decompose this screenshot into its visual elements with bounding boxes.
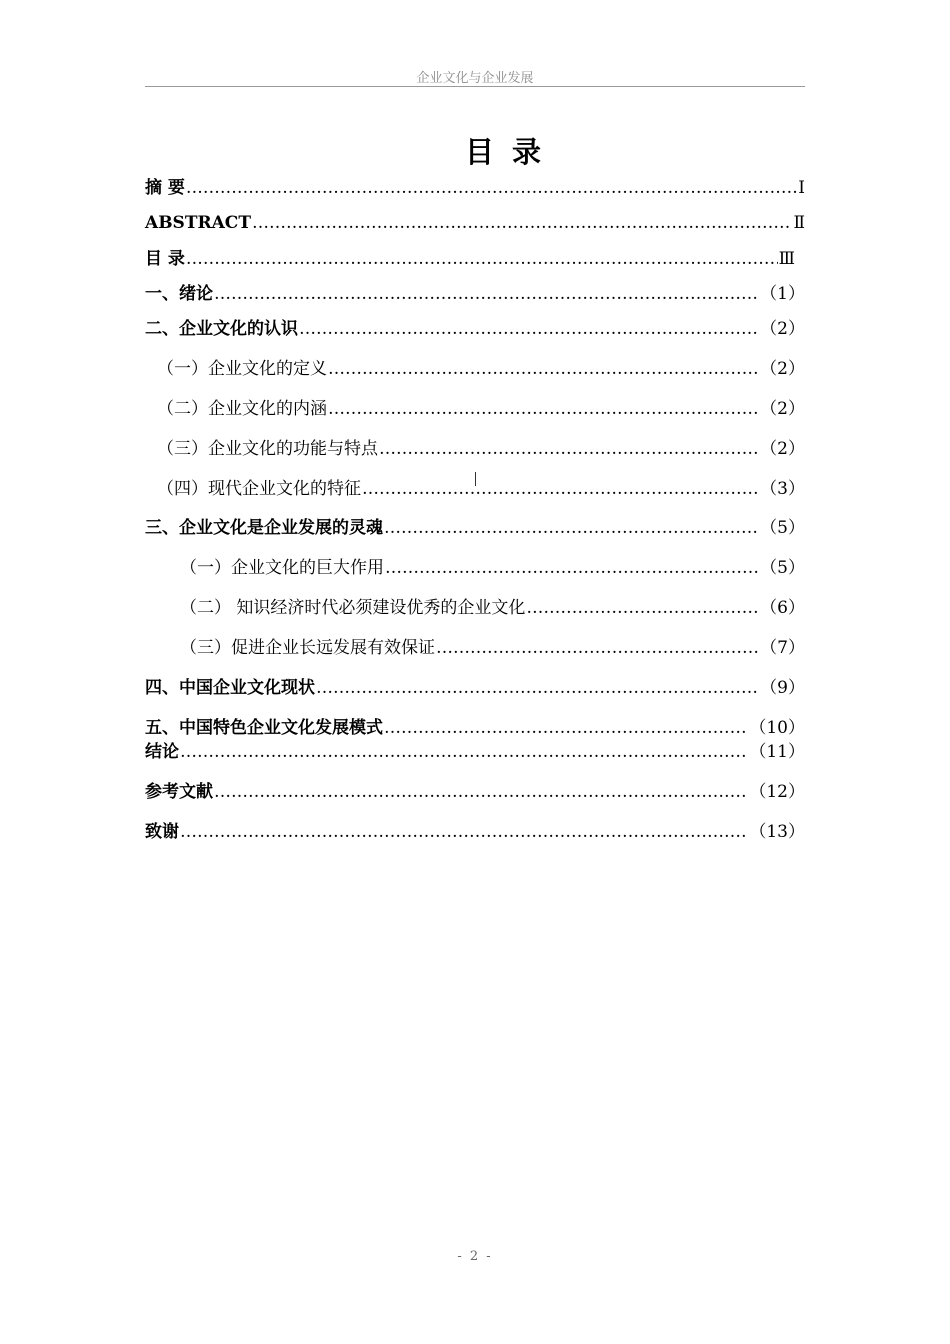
toc-dot-leader — [362, 477, 759, 501]
toc-dot-leader — [328, 357, 759, 381]
toc-entry-label: 摘 要 — [145, 178, 185, 198]
toc-entry-page: （1） — [760, 284, 805, 304]
toc-dot-leader — [316, 676, 759, 700]
toc-entry-label: 二、企业文化的认识 — [145, 319, 298, 339]
toc-dot-leader — [180, 820, 748, 844]
toc-entry-page: （11） — [749, 742, 805, 762]
toc-entry-label: （一）企业文化的巨大作用 — [180, 558, 384, 578]
toc-entry-label: （二） 知识经济时代必须建设优秀的企业文化 — [180, 598, 526, 618]
toc-dot-leader — [526, 596, 759, 620]
toc-dot-leader — [299, 317, 759, 341]
toc-entry[interactable] — [157, 397, 805, 421]
toc-entry[interactable] — [145, 780, 805, 804]
toc-entry-page: （5） — [760, 558, 805, 578]
running-header: 企业文化与企业发展 — [416, 71, 534, 86]
toc-dot-leader — [436, 636, 759, 660]
toc-dot-leader — [385, 556, 759, 580]
toc-entry[interactable] — [157, 437, 805, 461]
toc-dot-leader — [328, 397, 759, 421]
toc-entry-page: （7） — [760, 638, 805, 658]
toc-entry[interactable] — [145, 716, 805, 740]
toc-entry-page: Ⅰ — [798, 178, 805, 198]
header-rule — [145, 86, 805, 87]
toc-title: 目 录 — [464, 135, 546, 169]
toc-entry-label: 结论 — [145, 742, 179, 762]
page-number: - 2 - — [457, 1249, 493, 1264]
toc-entry-page: （2） — [760, 319, 805, 339]
toc-entry[interactable] — [180, 556, 805, 580]
toc-entry[interactable] — [145, 176, 805, 200]
toc-entry[interactable] — [145, 317, 805, 341]
toc-entry-label: 参考文献 — [145, 782, 213, 802]
toc-entry-label: （三）企业文化的功能与特点 — [157, 439, 378, 459]
toc-entry[interactable] — [157, 357, 805, 381]
toc-entry[interactable] — [145, 282, 805, 306]
toc-entry-label: 致谢 — [145, 822, 179, 842]
toc-entry-label: （四）现代企业文化的特征 — [157, 479, 361, 499]
toc-entry-page: （6） — [760, 598, 805, 618]
toc-entry-page: （9） — [760, 678, 805, 698]
toc-entry[interactable] — [145, 516, 805, 540]
toc-dot-leader — [214, 780, 748, 804]
toc-entry-page: Ⅱ — [793, 213, 805, 233]
toc-entry[interactable] — [145, 676, 805, 700]
toc-entry-label: ABSTRACT — [145, 213, 251, 233]
toc-entry-page: （5） — [760, 518, 805, 538]
toc-entry-label: 五、中国特色企业文化发展模式 — [145, 718, 383, 738]
toc-entry-page: （13） — [749, 822, 805, 842]
toc-entry-label: 三、企业文化是企业发展的灵魂 — [145, 518, 383, 538]
toc-dot-leader — [214, 282, 759, 306]
toc-entry-page: Ⅲ — [778, 249, 795, 269]
toc-entry[interactable] — [180, 636, 805, 660]
toc-entry-page: （2） — [760, 439, 805, 459]
toc-entry-page: （2） — [760, 399, 805, 419]
toc-entry-label: （一）企业文化的定义 — [157, 359, 327, 379]
toc-entry-page: （3） — [760, 479, 805, 499]
toc-entry[interactable] — [180, 596, 805, 620]
toc-entry-page: （2） — [760, 359, 805, 379]
toc-entry-label: （三）促进企业长远发展有效保证 — [180, 638, 435, 658]
toc-entry-label: 四、中国企业文化现状 — [145, 678, 315, 698]
toc-entry-page: （12） — [749, 782, 805, 802]
toc-dot-leader — [379, 437, 759, 461]
toc-entry-label: 一、绪论 — [145, 284, 213, 304]
toc-entry[interactable] — [145, 247, 795, 271]
toc-dot-leader — [252, 211, 792, 235]
toc-entry[interactable] — [145, 211, 805, 235]
toc-entry-label: （二）企业文化的内涵 — [157, 399, 327, 419]
toc-entry-label: 目 录 — [145, 249, 185, 269]
toc-entry[interactable] — [157, 477, 805, 501]
toc-dot-leader — [384, 516, 759, 540]
toc-dot-leader — [180, 740, 748, 764]
toc-dot-leader — [384, 716, 748, 740]
toc-entry[interactable] — [145, 740, 805, 764]
toc-entry[interactable] — [145, 820, 805, 844]
text-cursor — [475, 472, 476, 486]
toc-dot-leader — [186, 176, 797, 200]
toc-dot-leader — [186, 247, 778, 271]
toc-entry-page: （10） — [749, 718, 805, 738]
